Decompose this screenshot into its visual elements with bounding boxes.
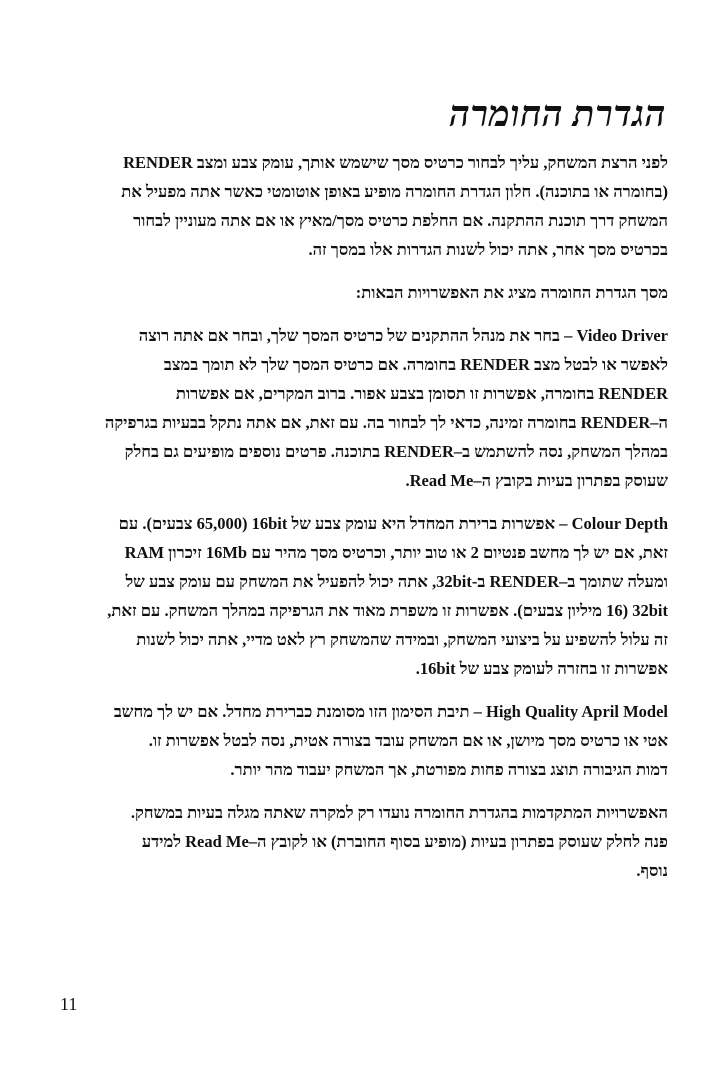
text-line: מסך הגדרת החומרה מציג את האפשרויות הבאות:: [355, 283, 668, 302]
text-line: Video Driver – בחר את מנהל ההתקנים של כרטיס המסך שלך, ובחר אם אתה רוצה: [138, 326, 668, 345]
paragraph-high-quality-model: [68, 697, 668, 784]
text-line: ה–RENDER בחומרה זמינה, כדאי לך לבחור בה. עם זאת, אם אתה נתקל בבעיות בגרפיקה: [104, 413, 668, 432]
paragraph-colour-depth: [68, 509, 668, 683]
paragraph-advanced-options: [68, 798, 668, 885]
text-line: (בחומרה או בתוכנה). חלון הגדרת החומרה מופיע באופן אוטומטי כאשר אתה מפעיל את: [121, 182, 668, 201]
text-line: זאת, אם יש לך מחשב פנטיום 2 או טוב יותר, וכרטיס מסך מהיר עם 16Mb זיכרון RAM: [124, 543, 668, 562]
text-line: דמות הגיבורה תוצג בצורה פחות מפורטת, אך המשחק יעבוד מהר יותר.: [230, 760, 668, 779]
text-line: האפשרויות המתקדמות בהגדרת החומרה נועדו רק למקרה שאתה מגלה בעיות במשחק.: [130, 803, 668, 822]
text-line: RENDER בחומרה, אפשרות זו תסומן בצבע אפור. ברוב המקרים, אם אפשרות: [175, 384, 668, 403]
text-line: במהלך המשחק, נסה להשתמש ב–RENDER בתוכנה. פרטים נוספים מופיעים גם בחלק: [124, 442, 668, 461]
body-text: [68, 148, 668, 899]
text-line: נוסף.: [636, 861, 668, 880]
text-line: Colour Depth – אפשרות ברירת המחדל היא עומק צבע של 16bit (65,000 צבעים). עם: [118, 514, 668, 533]
paragraph-intro: [68, 148, 668, 264]
text-line: המשחק דרך תוכנת ההתקנה. אם החלפת כרטיס מסך/מאיץ או אם אתה מעוניין לבחור: [133, 211, 668, 230]
text-line: 32bit (16 מיליון צבעים). אפשרות זו משפרת מאוד את הגרפיקה במהלך המשחק. עם זאת,: [107, 601, 668, 620]
page-number: 11: [60, 994, 78, 1014]
text-line: אטי או כרטיס מסך מיושן, או אם המשחק עובד בצורה אטית, נסה לבטל אפשרות זו.: [148, 731, 668, 750]
text-line: אפשרות זו בחזרה לעומק צבע של 16bit.: [415, 659, 668, 678]
text-line: לפני הרצת המשחק, עליך לבחור כרטיס מסך שישמש אותך, עומק צבע ומצב RENDER: [123, 153, 668, 172]
text-line: בכרטיס מסך אחר, אתה יכול לשנות הגדרות אלו במסך זה.: [308, 240, 668, 259]
text-line: לאפשר או לבטל מצב RENDER בחומרה. אם כרטיס המסך שלך לא תומך במצב: [163, 355, 668, 374]
section-title: הגדרת החומרה: [449, 94, 666, 134]
text-line: High Quality April Model – תיבת הסימון הזו מסומנת כברירת מחדל. אם יש לך מחשב: [113, 702, 668, 721]
text-line: שעוסק בפתרון בעיות בקובץ ה–Read Me.: [405, 471, 668, 490]
text-line: ומעלה שתומך ב–RENDER ב-32bit, אתה יכול להפעיל את המשחק עם עומק צבע של: [125, 572, 668, 591]
text-line: זה עלול להשפיע על ביצועי המשחק, ובמידה שהמשחק רץ לאט מדיי, אתה יכול לשנות: [136, 630, 668, 649]
paragraph-options-heading: [68, 278, 668, 307]
paragraph-video-driver: [68, 321, 668, 495]
text-line: פנה לחלק שעוסק בפתרון בעיות (מופיע בסוף החוברת) או לקובץ ה–Read Me למידע: [141, 832, 668, 851]
